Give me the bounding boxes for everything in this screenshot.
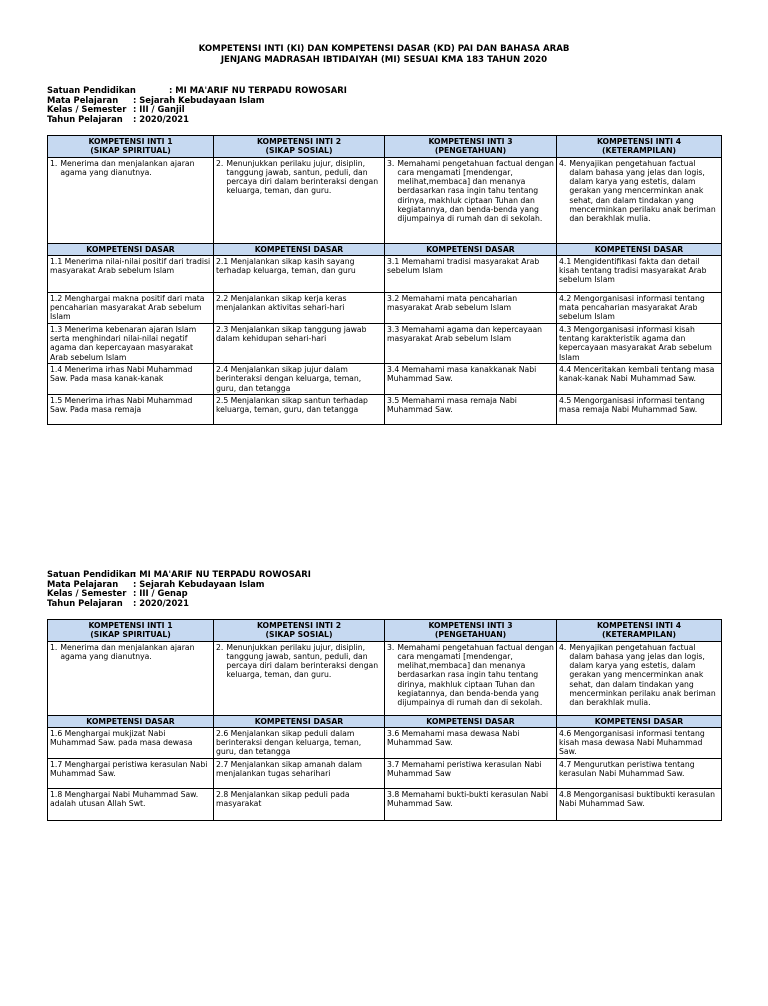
- ki2-cell: 2. Menunjukkan perilaku jujur, disiplin, tanggung jawab, santun, peduli, dan percaya diri dalam berinteraksi dengan keluarga, teman, dan guru.: [214, 157, 385, 243]
- ki2-header: KOMPETENSI INTI 2 (SIKAP SOSIAL): [214, 620, 385, 642]
- info-label: Mata Pelajaran: [47, 578, 119, 589]
- info-label: Satuan Pendidikan: [47, 85, 136, 95]
- ki-content-row: [48, 157, 722, 243]
- kd-header: KOMPETENSI DASAR: [48, 715, 214, 727]
- ki3-cell: 3. Memahami pengetahuan factual dengan cara mengamati [mendengar, melihat,membaca] dan menanya berdasarkan rasa ingin tahu tentang dirinya, makhluk ciptaan Tuhan dan kegiatannya, dan benda-benda yang dijumpainya di rumah dan di sekolah.: [385, 157, 557, 243]
- info-value: : MI MA'ARIF NU TERPADU ROWOSARI: [133, 569, 311, 579]
- kd-cell: 1.6 Menghargai mukjizat Nabi Muhammad Saw. pada masa dewasa: [48, 727, 214, 758]
- kd-cell: 4.5 Mengorganisasi informasi tentang masa remaja Nabi Muhammad Saw.: [557, 394, 722, 424]
- kd-header: KOMPETENSI DASAR: [214, 243, 385, 255]
- kd-row: [48, 727, 722, 758]
- kd-row: [48, 394, 722, 424]
- kd-header: KOMPETENSI DASAR: [214, 715, 385, 727]
- kd-row: [48, 758, 722, 788]
- kd-cell: 3.4 Memahami masa kanakkanak Nabi Muhammad Saw.: [385, 363, 557, 394]
- kd-cell: 3.7 Memahami peristiwa kerasulan Nabi Muhammad Saw: [385, 758, 557, 788]
- kd-cell: 1.8 Menghargai Nabi Muhammad Saw. adalah utusan Allah Swt.: [48, 788, 214, 820]
- kd-header-row: [48, 243, 722, 255]
- kd-cell: 3.2 Memahami mata pencaharian masyarakat Arab sebelum Islam: [385, 292, 557, 323]
- kd-cell: 3.1 Memahami tradisi masyarakat Arab sebelum Islam: [385, 255, 557, 292]
- kd-cell: 1.3 Menerima kebenaran ajaran Islam serta menghindari nilai-nilai negatif agama dan kepercayaan masyarakat Arab sebelum Islam: [48, 323, 214, 363]
- info-label: Kelas / Semester: [47, 104, 127, 115]
- kd-row: [48, 363, 722, 394]
- ki1-header: KOMPETENSI INTI 1 (SIKAP SPIRITUAL): [48, 620, 214, 642]
- kd-header: KOMPETENSI DASAR: [48, 243, 214, 255]
- kd-cell: 4.1 Mengidentifikasi fakta dan detail kisah tentang tradisi masyarakat Arab sebelum Islam: [557, 255, 722, 292]
- ki2-header: KOMPETENSI INTI 2 (SIKAP SOSIAL): [214, 136, 385, 158]
- kd-cell: 2.3 Menjalankan sikap tanggung jawab dalam kehidupan sehari-hari: [214, 323, 385, 363]
- ki-kd-table-semester-1: [47, 135, 722, 425]
- kd-cell: 3.3 Memahami agama dan kepercayaan masyarakat Arab sebelum Islam: [385, 323, 557, 363]
- kd-cell: 1.5 Menerima irhas Nabi Muhammad Saw. Pada masa remaja: [48, 394, 214, 424]
- kd-cell: 3.6 Memahami masa dewasa Nabi Muhammad Saw.: [385, 727, 557, 758]
- info-value: : MI MA'ARIF NU TERPADU ROWOSARI: [169, 85, 347, 95]
- kd-cell: 4.8 Mengorganisasi buktibukti kerasulan Nabi Muhammad Saw.: [557, 788, 722, 820]
- kd-cell: 1.4 Menerima irhas Nabi Muhammad Saw. Pada masa kanak-kanak: [48, 363, 214, 394]
- kd-cell: 2.1 Menjalankan sikap kasih sayang terhadap keluarga, teman, dan guru: [214, 255, 385, 292]
- info-label: Satuan Pendidikan: [47, 569, 136, 579]
- kd-cell: 2.8 Menjalankan sikap peduli pada masyarakat: [214, 788, 385, 820]
- kd-cell: 2.5 Menjalankan sikap santun terhadap keluarga, teman, guru, dan tetangga: [214, 394, 385, 424]
- kd-cell: 1.7 Menghargai peristiwa kerasulan Nabi Muhammad Saw.: [48, 758, 214, 788]
- kd-cell: 3.8 Memahami bukti-bukti kerasulan Nabi Muhammad Saw.: [385, 788, 557, 820]
- ki4-cell: 4. Menyajikan pengetahuan factual dalam bahasa yang jelas dan logis, dalam karya yang estetis, dalam gerakan yang mencerminkan anak sehat, dan dalam tindakan yang mencerminkan perilaku anak beriman dan berakhlak mulia.: [557, 641, 722, 715]
- kd-row: [48, 788, 722, 820]
- ki3-header: KOMPETENSI INTI 3 (PENGETAHUAN): [385, 136, 557, 158]
- info-value: : Sejarah Kebudayaan Islam: [133, 578, 265, 589]
- info-label: Tahun Pelajaran: [47, 597, 123, 608]
- kd-cell: 1.2 Menghargai makna positif dari mata pencaharian masyarakat Arab sebelum Islam: [48, 292, 214, 323]
- kd-cell: 2.2 Menjalankan sikap kerja keras menjalankan aktivitas sehari-hari: [214, 292, 385, 323]
- info-label: Kelas / Semester: [47, 588, 127, 599]
- kd-cell: 4.4 Menceritakan kembali tentang masa kanak-kanak Nabi Muhammad Saw.: [557, 363, 722, 394]
- kd-cell: 4.2 Mengorganisasi informasi tentang mata pencaharian masyarakat Arab sebelum Islam: [557, 292, 722, 323]
- ki4-header: KOMPETENSI INTI 4 (KETERAMPILAN): [557, 136, 722, 158]
- kd-row: [48, 292, 722, 323]
- kd-header-row: [48, 715, 722, 727]
- kd-row: [48, 255, 722, 292]
- info-value: : III / Ganjil: [133, 104, 185, 115]
- ki1-cell: 1. Menerima dan menjalankan ajaran agama yang dianutnya.: [48, 157, 214, 243]
- info-row-tahun: [47, 115, 347, 125]
- info-label: Mata Pelajaran: [47, 94, 119, 105]
- kd-header: KOMPETENSI DASAR: [557, 243, 722, 255]
- kd-header: KOMPETENSI DASAR: [385, 243, 557, 255]
- ki-header-row: [48, 136, 722, 158]
- kd-cell: 1.1 Menerima nilai-nilai positif dari tradisi masyarakat Arab sebelum Islam: [48, 255, 214, 292]
- kd-header: KOMPETENSI DASAR: [557, 715, 722, 727]
- title-line-1: KOMPETENSI INTI (KI) DAN KOMPETENSI DASAR (KD) PAI DAN BAHASA ARAB: [198, 44, 570, 54]
- info-value: : 2020/2021: [133, 597, 189, 608]
- info-value: : III / Genap: [133, 588, 188, 599]
- ki2-cell: 2. Menunjukkan perilaku jujur, disiplin, tanggung jawab, santun, peduli, dan percaya diri dalam berinteraksi dengan keluarga, teman, dan guru.: [214, 641, 385, 715]
- ki-kd-table-semester-2: [47, 619, 722, 821]
- info-block-semester-1: [47, 86, 347, 124]
- kd-cell: 4.6 Mengorganisasi informasi tentang kisah masa dewasa Nabi Muhammad Saw.: [557, 727, 722, 758]
- kd-cell: 4.3 Mengorganisasi informasi kisah tentang karakteristik agama dan kepercayaan masyarakat Arab sebelum Islam: [557, 323, 722, 363]
- kd-cell: 2.4 Menjalankan sikap jujur dalam berinteraksi dengan keluarga, teman, guru, dan tetangga: [214, 363, 385, 394]
- ki-header-row: [48, 620, 722, 642]
- info-label: Tahun Pelajaran: [47, 113, 123, 124]
- ki4-header: KOMPETENSI INTI 4 (KETERAMPILAN): [557, 620, 722, 642]
- ki1-cell: 1. Menerima dan menjalankan ajaran agama yang dianutnya.: [48, 641, 214, 715]
- ki3-cell: 3. Memahami pengetahuan factual dengan cara mengamati [mendengar, melihat,membaca] dan menanya berdasarkan rasa ingin tahu tentang dirinya, makhluk ciptaan Tuhan dan kegiatannya, dan benda-benda yang dijumpainya di rumah dan di sekolah.: [385, 641, 557, 715]
- kd-cell: 4.7 Mengurutkan peristiwa tentang kerasulan Nabi Muhammad Saw.: [557, 758, 722, 788]
- ki3-header: KOMPETENSI INTI 3 (PENGETAHUAN): [385, 620, 557, 642]
- document-title: [0, 44, 768, 66]
- kd-cell: 2.7 Menjalankan sikap amanah dalam menjalankan tugas seharihari: [214, 758, 385, 788]
- info-value: : Sejarah Kebudayaan Islam: [133, 94, 265, 105]
- ki4-cell: 4. Menyajikan pengetahuan factual dalam bahasa yang jelas dan logis, dalam karya yang estetis, dalam gerakan yang mencerminkan anak sehat, dan dalam tindakan yang mencerminkan perilaku anak beriman dan berakhlak mulia.: [557, 157, 722, 243]
- kd-cell: 3.5 Memahami masa remaja Nabi Muhammad Saw.: [385, 394, 557, 424]
- info-row-tahun: [47, 599, 311, 609]
- title-line-2: JENJANG MADRASAH IBTIDAIYAH (MI) SESUAI KMA 183 TAHUN 2020: [220, 55, 548, 65]
- ki1-header: KOMPETENSI INTI 1 (SIKAP SPIRITUAL): [48, 136, 214, 158]
- kd-header: KOMPETENSI DASAR: [385, 715, 557, 727]
- info-block-semester-2: [47, 570, 311, 608]
- kd-row: [48, 323, 722, 363]
- kd-cell: 2.6 Menjalankan sikap peduli dalam berinteraksi dengan keluarga, teman, guru, dan tetangga: [214, 727, 385, 758]
- info-value: : 2020/2021: [133, 113, 189, 124]
- ki-content-row: [48, 641, 722, 715]
